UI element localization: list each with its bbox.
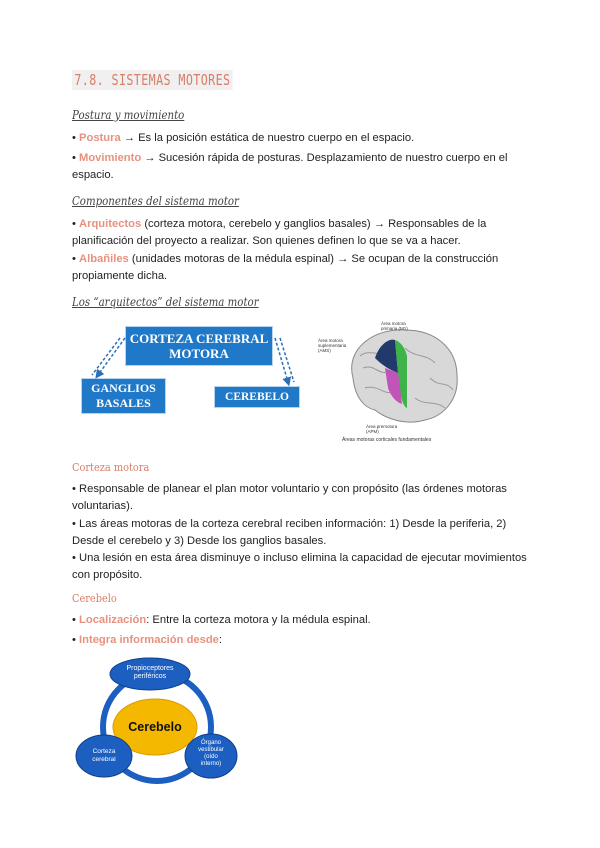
item-text: (corteza motora, cerebelo y ganglios basales) → Responsables de la [144,218,487,230]
item-text-cont: con propósito. [72,569,143,581]
bullet: • [72,253,76,265]
label-organo-vestibular [185,740,237,768]
heading-componentes: Componentes del sistema motor [72,194,239,208]
item-text-cont: voluntarias). [72,500,133,512]
box-label: CORTEZA CEREBRAL [129,331,269,346]
arrow-icon: → [123,132,135,144]
brain-label-text: (APM) [366,429,379,434]
node-text: interno) [200,761,222,767]
item-text-cont: Desde el cerebelo y 3) Desde los ganglios basales. [72,535,327,547]
arrow-icon [280,338,294,382]
brain-label-text: primaria (M1) [381,326,408,331]
node-text: periféricos [133,673,167,680]
heading-corteza-motora: Corteza motora [72,460,150,474]
item-text: (unidades motoras de la médula espinal) → Se ocupan de la construcción [131,253,499,265]
label-premotor [366,424,397,434]
item-text-cont: planificación del proyecto a realizar. Son quienes definen lo que se va a hacer. [72,235,461,247]
label-supplementary [318,338,346,353]
heading-cerebelo: Cerebelo [72,591,117,605]
heading-postura: Postura y movimiento [72,108,185,122]
bullet: • [72,152,76,164]
heading-arquitectos: Los “arquitectos” del sistema motor [72,295,259,309]
diagram-arrows [70,320,310,400]
brain-label-text: Área motora [318,338,343,343]
box-label: BASALES [96,396,151,410]
item-text-cont: espacio. [72,169,114,181]
list-item [72,516,532,550]
list-item [72,632,532,649]
node-text: cerebral [92,756,116,763]
label-propioceptores [110,665,190,681]
keyword-albaniles: Albañiles [79,253,129,265]
list-item [72,481,532,515]
item-text: Sucesión rápida de posturas. Desplazamiento de nuestro cuerpo en el [158,152,508,164]
item-text: Es la posición estática de nuestro cuerpo en el espacio. [138,132,415,144]
bullet: • [72,634,76,646]
box-label: CEREBELO [225,390,289,403]
label-primary [381,321,408,331]
item-text: Una lesión en esta área disminuye o incluso elimina la capacidad de ejecutar movimientos [79,552,527,564]
list-item [72,130,532,147]
brain-label-text: (AMS) [318,348,331,353]
box-label: MOTORA [169,346,229,361]
brain-label-text: Área premotora [366,424,398,429]
item-text: : Entre la corteza motora y la médula espinal. [146,614,371,626]
bullet: • [72,483,76,495]
box-label: GANGLIOS [91,381,156,395]
page-title: 7.8. SISTEMAS MOTORES [72,70,233,90]
item-text: Responsable de planear el plan motor voluntario y con propósito (las órdenes motoras [79,483,507,495]
brain-caption: Áreas motoras corticales fundamentales [342,437,432,443]
node-text: vestibular [198,747,224,753]
node-text: (oído [204,754,218,760]
arrow-icon [98,338,125,375]
label-corteza-cerebral [78,748,130,764]
item-text: Las áreas motoras de la corteza cerebral reciben información: 1) Desde la periferia, 2) [79,518,507,530]
keyword-integra: Integra información desde [79,634,219,646]
bullet: • [72,518,76,530]
keyword-localizacion: Localización [79,614,147,626]
node-text: Corteza [92,748,116,755]
keyword-postura: Postura [79,132,121,144]
keyword-movimiento: Movimiento [79,152,142,164]
bullet: • [72,552,76,564]
keyword-arquitectos: Arquitectos [79,218,142,230]
brain-label-text: Área motora [381,321,406,326]
bullet: • [72,218,76,230]
list-item [72,251,532,285]
arrow-icon: → [144,152,156,164]
brain-label-text: suplementaria [318,343,347,348]
list-item [72,612,532,629]
bullet: • [72,132,76,144]
node-text: Órgano [200,740,221,746]
bullet: • [72,614,76,626]
node-text: Propioceptores [126,665,174,672]
list-item [72,150,532,184]
list-item [72,216,532,250]
arrow-icon [92,338,120,375]
item-text: : [218,634,223,646]
label-cerebelo: Cerebelo [128,720,182,734]
list-item [72,550,532,584]
item-text-cont: propiamente dicha. [72,270,168,282]
brain-illustration [335,318,465,430]
